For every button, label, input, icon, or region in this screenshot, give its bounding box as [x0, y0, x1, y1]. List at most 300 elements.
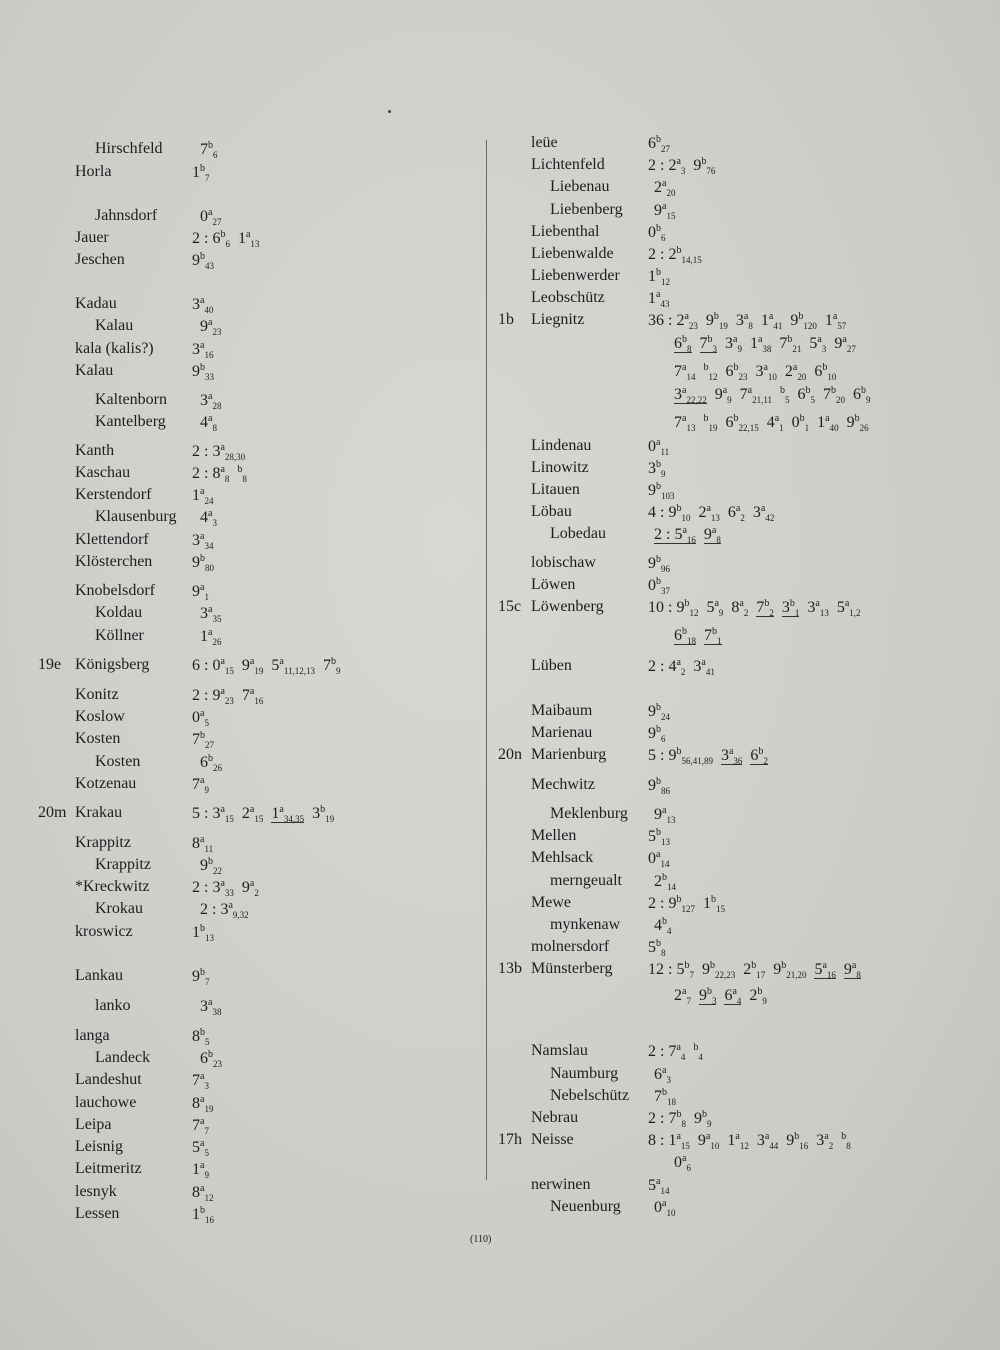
reference [693, 1043, 703, 1060]
reference-value: 6 [727, 504, 736, 521]
place-name: *Kreckwitz [75, 878, 150, 895]
reference [654, 1088, 676, 1105]
reference-sup: b [330, 656, 336, 667]
reference-sup: a [822, 960, 827, 971]
reference-sub: 7 [689, 970, 694, 980]
reference-value: 3 [693, 658, 702, 675]
reference-sup: a [200, 340, 205, 351]
reference-sub: 27 [661, 144, 670, 154]
reference-value: 2 [674, 987, 682, 1004]
place-name: Jeschen [75, 251, 125, 268]
place-name: Kaschau [75, 464, 131, 481]
reference-sub: 34,35 [283, 814, 305, 824]
reference-sup: a [208, 997, 213, 1008]
reference-value: 2 : 4 [648, 658, 677, 675]
place-name: Lindenau [531, 437, 592, 454]
reference-value: 5 [814, 961, 823, 978]
place-name: Leipa [75, 1116, 112, 1133]
place-name: Leisnig [75, 1138, 123, 1155]
reference-sub: 20 [836, 395, 846, 405]
reference [200, 754, 222, 771]
reference [853, 386, 871, 403]
reference-value: 0 [674, 1154, 682, 1171]
place-name: Löwen [531, 576, 576, 593]
reference-sup: a [208, 627, 213, 638]
reference-value: 6 [654, 1066, 662, 1083]
reference-sup: a [714, 598, 719, 609]
reference-sup: a [682, 362, 687, 373]
reference-sup: b [208, 856, 213, 867]
reference [779, 335, 801, 352]
reference-list [648, 938, 674, 958]
reference-sub: 17 [756, 970, 766, 980]
reference-value: 7 [322, 657, 331, 674]
reference-list [192, 340, 221, 360]
reference-sup: b [656, 554, 661, 565]
reference-sup: a [220, 656, 225, 667]
reference-sup: b [656, 459, 661, 470]
reference-list [200, 856, 230, 876]
reference [750, 335, 771, 352]
reference [648, 460, 666, 477]
reference-sub: 1 [779, 423, 784, 433]
reference [834, 335, 855, 352]
reference [773, 961, 806, 978]
reference-sub: 3 [712, 344, 717, 354]
place-name: Krokau [95, 900, 143, 917]
reference-sup: a [200, 1138, 205, 1149]
reference-sup: b [712, 626, 717, 637]
place-name: Lichtenfeld [531, 156, 605, 173]
entry-number: 17h [498, 1131, 522, 1148]
reference [816, 1132, 833, 1149]
reference-sup: a [722, 385, 728, 396]
reference [323, 657, 341, 674]
reference-list [648, 223, 674, 243]
place-name: Lankau [75, 967, 123, 984]
reference-list [674, 1153, 699, 1173]
place-name: Konitz [75, 686, 119, 703]
reference-list [648, 311, 854, 331]
reference [823, 386, 845, 403]
reference-sub: 24 [204, 496, 214, 506]
reference-sub: 21 [792, 344, 802, 354]
reference-list [192, 775, 217, 795]
place-name: Krappitz [95, 856, 151, 873]
place-name: Liebenthal [531, 223, 600, 240]
reference-value: 1 [192, 164, 200, 181]
reference-list [192, 582, 217, 602]
reference-sub: 8 [224, 474, 230, 484]
reference [192, 164, 210, 181]
place-name: Münsterberg [531, 960, 613, 977]
reference-sub: 80 [205, 563, 214, 573]
place-name: molnersdorf [531, 938, 610, 955]
reference-sub: 41 [773, 321, 783, 331]
reference-sub: 120 [803, 321, 817, 331]
reference-sup: a [676, 1042, 681, 1053]
reference-sup: a [220, 686, 225, 697]
place-name: Litauen [531, 481, 580, 498]
reference-list [674, 334, 864, 354]
reference-list [200, 900, 257, 920]
entry-number: 19e [38, 656, 62, 673]
reference-list [648, 289, 677, 309]
reference-sub: 8 [242, 474, 247, 484]
entry-number: 13b [498, 960, 522, 977]
reference-sub: 14,15 [681, 255, 702, 265]
reference-value: 9 [701, 961, 710, 978]
reference-sup: a [249, 686, 255, 697]
reference-value: 2 : 9 [648, 895, 677, 912]
reference-value: 2 : 3 [200, 901, 229, 918]
reference-list [648, 437, 677, 457]
reference [648, 895, 695, 912]
reference-sub: 23 [213, 1059, 222, 1069]
reference-value: 9 [790, 312, 799, 329]
column-divider [486, 140, 487, 1180]
reference-sup: a [200, 775, 205, 786]
reference [785, 363, 806, 380]
reference-value: 9 [697, 1132, 706, 1149]
reference-value: 8 [731, 599, 740, 616]
reference-sup: b [208, 140, 213, 151]
reference-sub: 10 [767, 372, 777, 382]
reference-list [648, 481, 683, 501]
place-name: Kalau [75, 362, 114, 379]
reference-list [200, 391, 229, 411]
reference-value: 1 [192, 487, 200, 504]
reference-sub: 26 [859, 423, 869, 433]
reference-sup: b [798, 311, 804, 322]
reference-sub: 19 [718, 321, 728, 331]
reference-sub: 12 [689, 608, 699, 618]
reference-value: 9 [654, 806, 662, 823]
place-name: Kanth [75, 442, 115, 459]
reference [725, 363, 747, 380]
reference-value: 1 [824, 312, 833, 329]
reference [847, 414, 869, 431]
place-name: lobischaw [531, 554, 596, 571]
reference-sup: a [208, 508, 213, 519]
reference [648, 1043, 685, 1060]
reference [192, 1161, 209, 1178]
reference-sup: b [662, 916, 667, 927]
place-name: Kerstendorf [75, 486, 152, 503]
reference-sup: a [676, 657, 681, 668]
reference-sub: 8 [716, 535, 721, 545]
reference-sub: 15 [224, 666, 234, 676]
place-name: Mechwitz [531, 776, 595, 793]
reference [694, 1110, 712, 1127]
reference-sup: b [200, 553, 205, 564]
reference-sup: b [794, 1131, 800, 1142]
reference-sub: 4 [667, 926, 672, 936]
reference-value: 5 [706, 599, 715, 616]
reference-sub: 18 [667, 1097, 676, 1107]
reference-sub: 12 [708, 372, 718, 382]
reference-sup: a [208, 604, 213, 615]
reference [736, 312, 753, 329]
place-name: Köllner [95, 627, 144, 644]
reference-value: 8 [192, 835, 200, 852]
reference-sup: b [200, 1027, 205, 1038]
reference [200, 141, 218, 158]
reference-sup: a [824, 1131, 829, 1142]
reference [648, 1177, 669, 1194]
reference-sup: b [703, 413, 709, 424]
place-name: lauchowe [75, 1094, 137, 1111]
place-name: leüe [531, 134, 558, 151]
reference-sup: b [656, 134, 661, 145]
reference-value: 1 [727, 1132, 736, 1149]
reference [814, 961, 835, 979]
reference-sup: a [676, 156, 681, 167]
place-name: merngeualt [550, 872, 622, 889]
reference-list [200, 413, 225, 433]
reference [648, 703, 670, 720]
reference-value: 9 [648, 725, 656, 742]
reference-value: 2 : 9 [192, 687, 221, 704]
reference-sup: a [684, 311, 689, 322]
place-name: mynkenaw [550, 916, 621, 933]
reference-sub: 33 [224, 888, 234, 898]
reference-value: 8 [192, 1095, 200, 1112]
reference [703, 895, 725, 912]
reference-list [648, 503, 782, 523]
reference-sup: a [249, 804, 255, 815]
reference-sub: 28 [212, 401, 222, 411]
reference [648, 504, 690, 521]
reference-list [192, 1183, 221, 1203]
reference-list [192, 362, 222, 382]
reference [674, 386, 707, 404]
reference [654, 202, 675, 219]
reference-value: 1 [192, 1161, 200, 1178]
reference [200, 998, 221, 1015]
place-name: Naumburg [550, 1065, 619, 1082]
reference-list [192, 229, 267, 249]
reference-sup: a [842, 334, 847, 345]
reference-value: 7 [192, 1117, 200, 1134]
reference-value: 3 [755, 363, 764, 380]
reference-value: 4 [200, 509, 208, 526]
reference [192, 363, 214, 380]
reference-sub: 13 [666, 815, 676, 825]
reference-sub: 7 [205, 173, 210, 183]
reference-sup: a [249, 656, 255, 667]
reference-value: 3 [192, 341, 200, 358]
reference [200, 414, 217, 431]
reference [242, 657, 263, 674]
reference [192, 687, 234, 704]
reference [750, 747, 768, 765]
reference-sub: 4 [736, 996, 742, 1006]
reference [674, 363, 695, 380]
reference-value: 9 [648, 482, 656, 499]
reference-sub: 19 [325, 814, 335, 824]
reference-sub: 9 [866, 395, 871, 405]
reference-sup: b [208, 1049, 213, 1060]
reference-sub: 6 [661, 233, 666, 243]
reference-sup: b [805, 385, 811, 396]
reference-list [648, 1176, 677, 1196]
reference-value: 9 [192, 252, 200, 269]
reference-sup: b [701, 156, 707, 167]
reference-sub: 26 [212, 637, 222, 647]
reference-value: 6 [724, 987, 733, 1004]
reference [753, 504, 774, 521]
reference-sup: a [844, 598, 850, 609]
reference [200, 392, 221, 409]
reference-sub: 10 [681, 513, 691, 523]
reference [648, 312, 698, 329]
reference [200, 509, 217, 526]
reference-sub: 22 [213, 866, 222, 876]
reference-sup: b [693, 1042, 699, 1053]
place-name: Lüben [531, 657, 572, 674]
place-name: Hirschfeld [95, 140, 163, 157]
reference-sub: 9 [204, 1170, 209, 1180]
reference-sup: b [841, 1131, 847, 1142]
reference-sub: 5 [204, 718, 209, 728]
reference [844, 961, 861, 979]
reference-sub: 40 [829, 423, 839, 433]
reference-sub: 27 [205, 740, 214, 750]
reference-list [648, 554, 678, 574]
reference-sub: 9 [718, 608, 724, 618]
reference-sup: b [656, 827, 661, 838]
reference-sub: 42 [765, 513, 775, 523]
reference-list [648, 657, 723, 677]
reference-sub: 11 [204, 844, 214, 854]
place-name: kroswicz [75, 923, 133, 940]
reference [715, 386, 732, 403]
reference [192, 968, 210, 985]
reference-list [200, 317, 229, 337]
reference-sub: 44 [769, 1141, 779, 1151]
reference-value: 9 [241, 879, 250, 896]
reference-list [648, 827, 678, 847]
reference-value: 9 [705, 312, 714, 329]
reference-sup: a [682, 525, 687, 536]
reference-value: 3 [735, 312, 744, 329]
reference-value: 9 [648, 555, 656, 572]
reference-value: 3 [752, 504, 761, 521]
reference-sup: b [787, 334, 793, 345]
reference-list [674, 626, 730, 646]
reference-sup: a [676, 1131, 681, 1142]
place-name: Kaltenborn [95, 391, 167, 408]
reference-sup: a [656, 849, 661, 860]
reference-list [674, 362, 844, 382]
reference [674, 987, 691, 1004]
reference [798, 386, 816, 403]
reference [648, 939, 666, 956]
reference [192, 1206, 214, 1223]
reference [648, 725, 666, 742]
reference-sub: 34 [204, 541, 214, 551]
reference-sub: 1,2 [849, 608, 861, 618]
reference-value: 7 [823, 386, 832, 403]
reference-sup: a [200, 1116, 205, 1127]
reference [200, 1050, 222, 1067]
reference-sup: b [656, 938, 661, 949]
reference-sub: 4 [680, 1052, 686, 1062]
reference-sup: a [760, 503, 766, 514]
reference-value: 6 [750, 747, 759, 764]
reference [648, 828, 670, 845]
reference-sup: b [676, 245, 682, 256]
reference-sup: b [701, 1109, 707, 1120]
reference [698, 1132, 719, 1149]
place-name: Liebenberg [550, 201, 623, 218]
reference [728, 504, 745, 521]
reference-value: 7 [756, 599, 765, 616]
reference-list [192, 1138, 217, 1158]
reference-value: 3 [200, 392, 208, 409]
reference-sub: 15 [715, 904, 725, 914]
reference-sub: 16 [799, 1141, 809, 1151]
reference-list [200, 1049, 230, 1069]
reference-sub: 3 [821, 344, 827, 354]
place-name: Liegnitz [531, 311, 585, 328]
reference-value: 0 [192, 709, 200, 726]
reference-sub: 76 [706, 166, 716, 176]
reference-list [654, 1087, 684, 1107]
reference-sup: b [208, 753, 213, 764]
reference-value: 7 [200, 141, 208, 158]
reference-sub: 9 [762, 996, 767, 1006]
place-name: Klausenburg [95, 508, 177, 525]
entry-number: 20n [498, 746, 522, 763]
reference-sub: 1 [804, 423, 810, 433]
reference-list [648, 576, 678, 596]
reference-sub: 8 [681, 1119, 686, 1129]
reference-value: 2 : 3 [192, 879, 221, 896]
reference-value: 3 [192, 532, 200, 549]
reference-value: 7 [674, 363, 682, 380]
reference-sub: 57 [837, 321, 847, 331]
reference-sub: 12 [739, 1141, 749, 1151]
reference [786, 1132, 808, 1149]
reference-sup: b [709, 960, 715, 971]
reference-sub: 7 [205, 977, 210, 987]
reference-list [200, 207, 229, 227]
reference-value: 0 [200, 208, 208, 225]
reference [192, 1095, 213, 1112]
reference [648, 224, 666, 241]
reference-sub: 27 [212, 217, 222, 227]
reference [192, 776, 209, 793]
place-name: Krappitz [75, 834, 131, 851]
reference [648, 577, 670, 594]
reference-value: 4 [654, 917, 662, 934]
reference [654, 526, 696, 544]
reference-value: 3 [781, 599, 790, 616]
reference-sub: 19 [708, 423, 718, 433]
reference [674, 335, 692, 353]
reference-sub: 86 [661, 786, 670, 796]
reference-value: 4 : 9 [648, 504, 677, 521]
reference-sub: 5 [204, 1148, 209, 1158]
place-name: Löbau [531, 503, 572, 520]
reference-value: 5 : 9 [648, 747, 677, 764]
reference-sub: 10 [827, 372, 837, 382]
reference-value: 5 [809, 335, 818, 352]
reference [837, 599, 861, 616]
reference-sup: a [682, 1153, 687, 1164]
